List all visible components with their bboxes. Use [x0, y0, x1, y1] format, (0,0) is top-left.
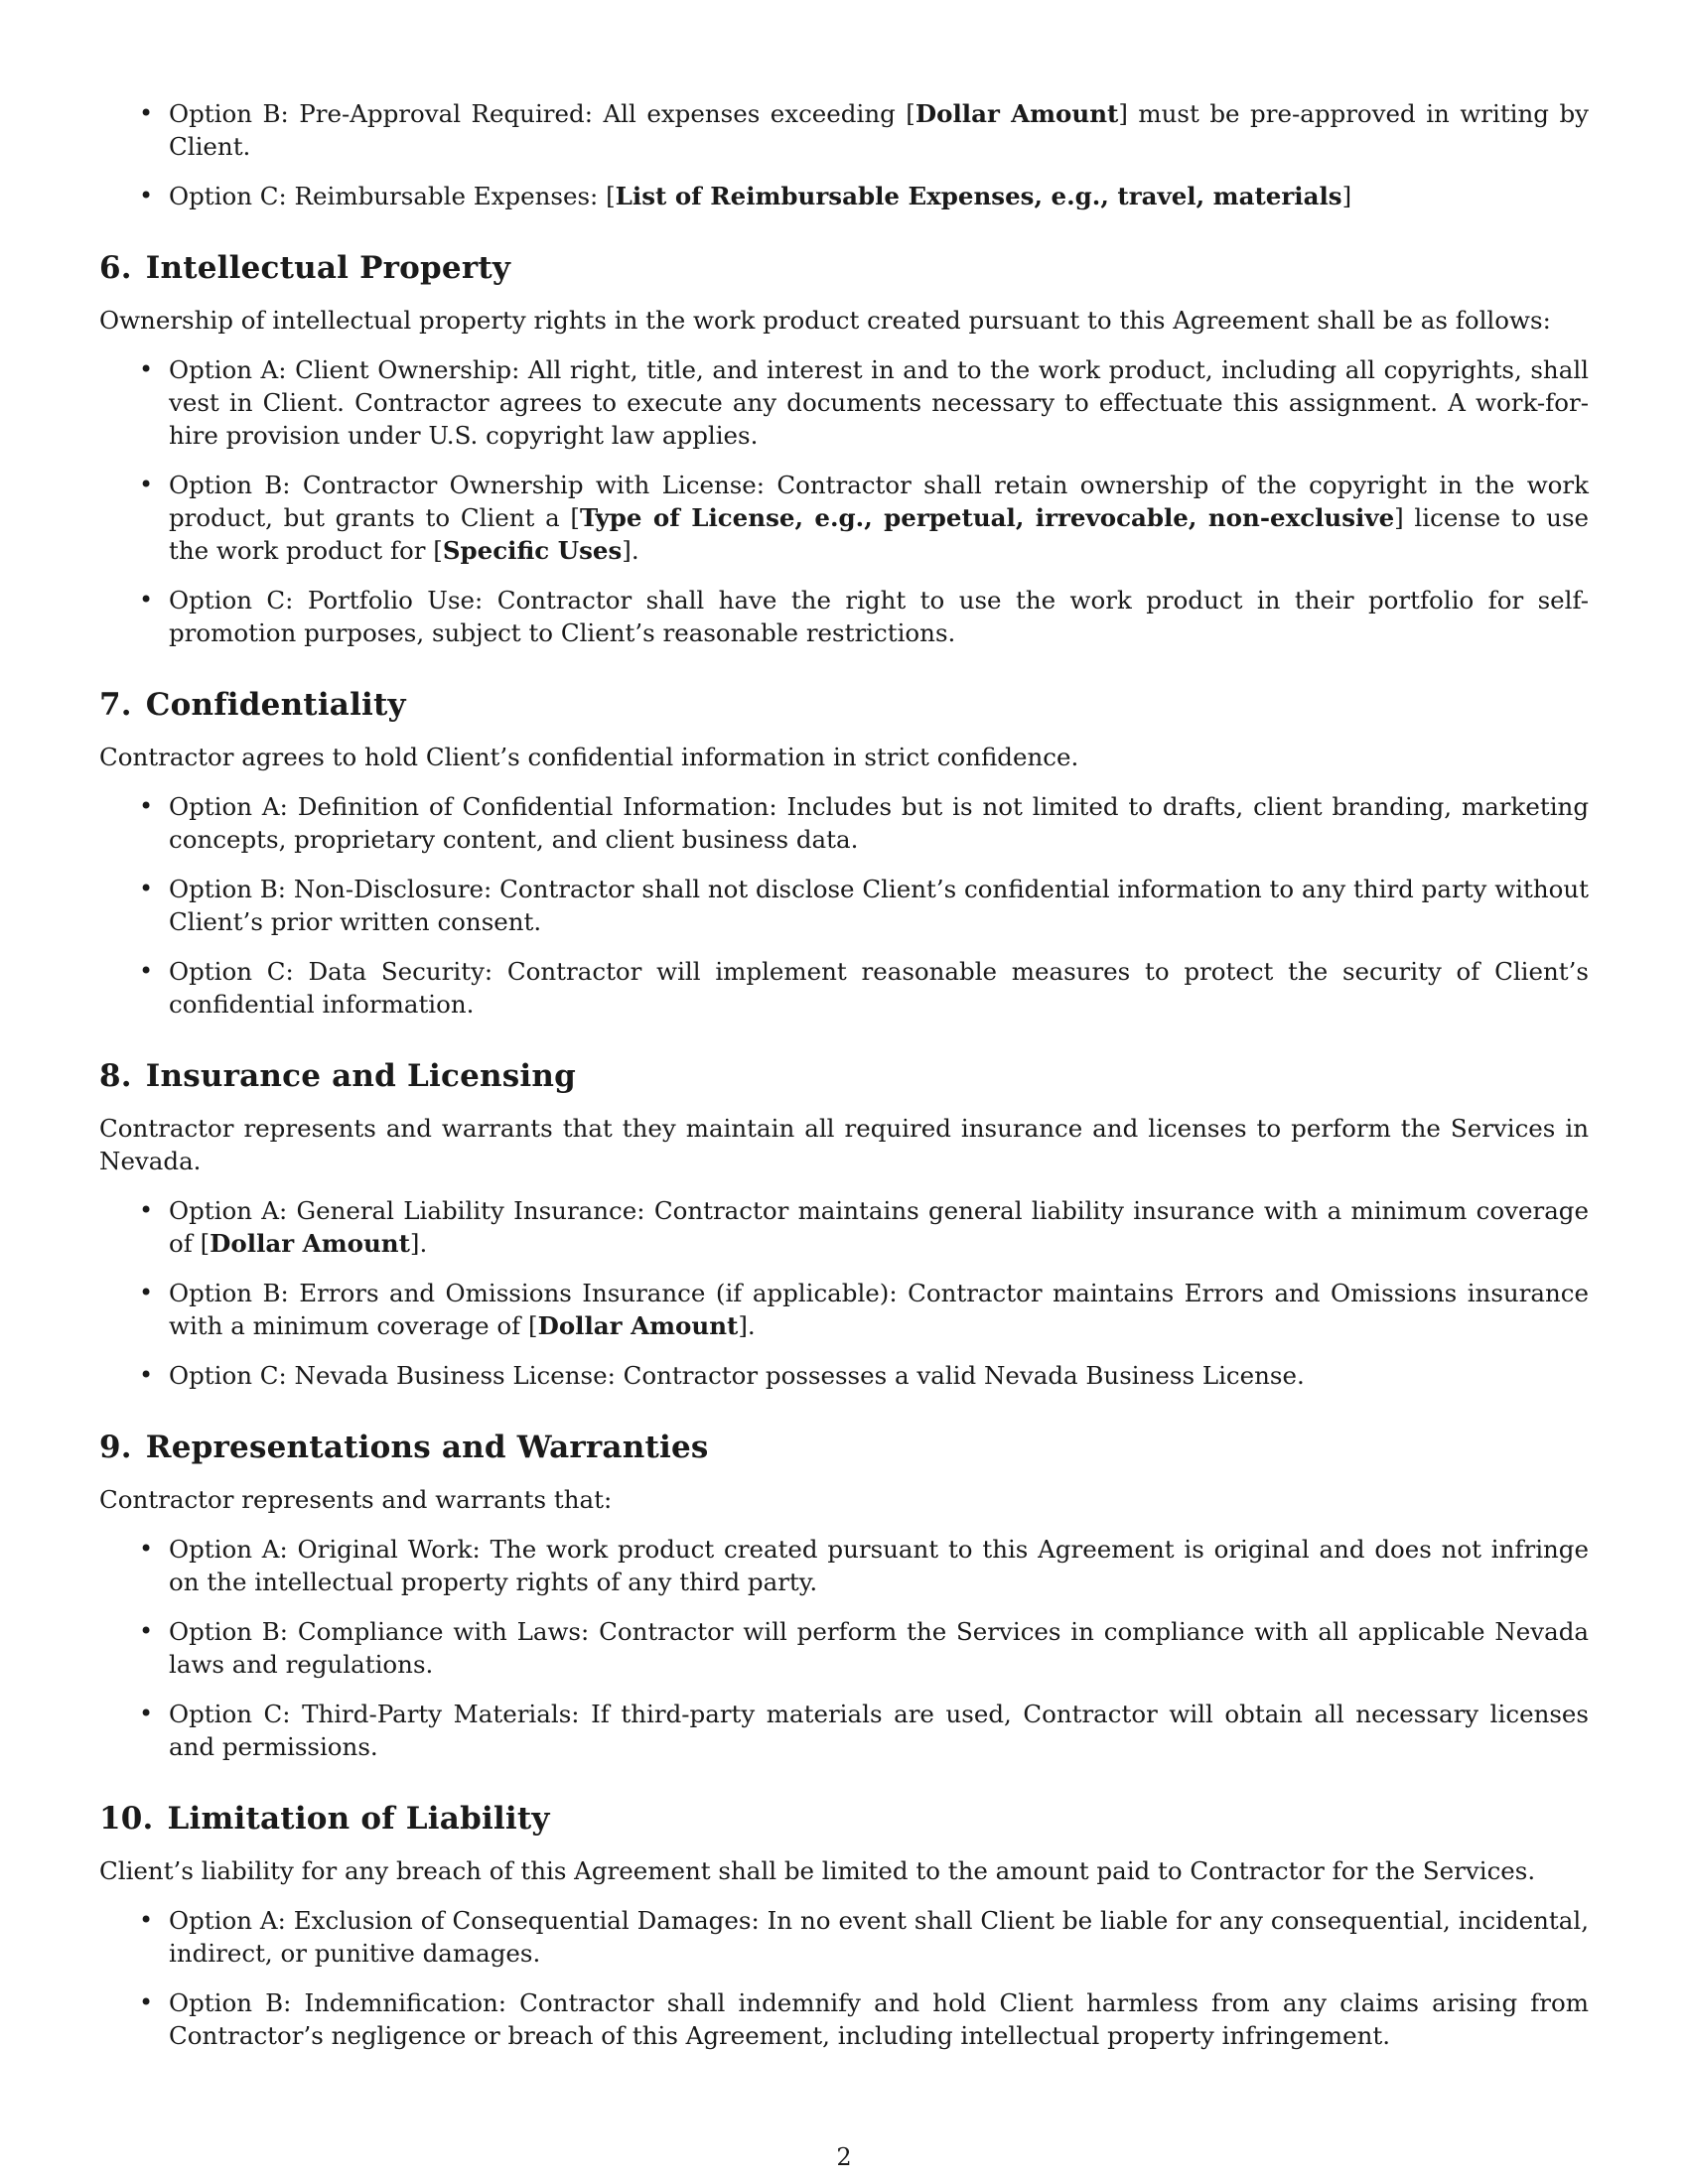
section-intro: Contractor agrees to hold Client’s confidential information in strict confidence. — [99, 743, 1079, 771]
placeholder-license-type: Type of License, e.g., perpetual, irrevocable, non-exclusive — [579, 503, 1395, 532]
option-b-errors-omissions — [99, 1277, 1589, 1342]
option-b-pre-approval — [99, 97, 1589, 163]
option-c-business-license: • Option C: Nevada Business License: Contractor possesses a valid Nevada Business License. — [99, 1359, 1589, 1392]
section-heading — [99, 1056, 1589, 1096]
option-label: Option C: Reimbursable Expenses: — [169, 182, 599, 210]
option-a-client-ownership: • Option A: Client Ownership: All right, title, and interest in and to the work product, including all copyrights, shall vest in Client. Contractor agrees to execute any documents necessary to effectuate this assignment. A work-for-hire provision under U.S. copyright law applies. — [99, 353, 1589, 452]
placeholder-dollar-amount: Dollar Amount — [210, 1229, 410, 1258]
section-title: Representations and Warranties — [145, 1430, 709, 1465]
section-heading — [99, 1428, 1589, 1467]
option-list — [99, 1194, 1589, 1392]
option-b-non-disclosure: • Option B: Non-Disclosure: Contractor shall not disclose Client’s confidential information to any third party without Client’s prior written consent. — [99, 873, 1589, 938]
section-representations-warranties — [99, 1428, 1589, 1763]
option-text: ]. — [738, 1311, 756, 1340]
option-label: Option B: Pre-Approval Required: — [169, 99, 593, 128]
page-number: 2 — [836, 2143, 852, 2171]
option-text: ]. — [622, 536, 639, 565]
section-intro: Contractor represents and warrants that: — [99, 1485, 613, 1514]
section-title: Limitation of Liability — [167, 1801, 550, 1837]
section-number: 8. — [99, 1058, 132, 1094]
section-intellectual-property — [99, 248, 1589, 649]
option-text: Option B: Contractor Ownership with License: Contractor shall retain ownership of the copyright in the work product, but grants to Client a [ — [169, 471, 1589, 532]
section-limitation-liability — [99, 1799, 1589, 2052]
section-intro: Ownership of intellectual property rights in the work product created pursuant to this Agreement shall be as follows: — [99, 306, 1551, 335]
option-text: ] must be pre-approved in writing by Client. — [169, 99, 1590, 161]
option-b-compliance: • Option B: Compliance with Laws: Contractor will perform the Services in compliance with all applicable Nevada laws and regulations. — [99, 1615, 1589, 1681]
option-c-third-party: • Option C: Third-Party Materials: If third-party materials are used, Contractor will obtain all necessary licenses and permissions. — [99, 1698, 1589, 1763]
section-intro: Contractor represents and warrants that they maintain all required insurance and licenses to perform the Services in Nevada. — [99, 1114, 1589, 1175]
section-5-continued — [99, 97, 1589, 212]
option-a-definition: • Option A: Definition of Confidential Information: Includes but is not limited to drafts, client branding, marketing concepts, proprietary content, and client business data. — [99, 790, 1589, 856]
option-a-general-liability — [99, 1194, 1589, 1260]
option-a-original-work: • Option A: Original Work: The work product created pursuant to this Agreement is original and does not infringe on the intellectual property rights of any third party. — [99, 1533, 1589, 1598]
option-list — [99, 353, 1589, 649]
section-number: 7. — [99, 687, 132, 723]
section-title: Intellectual Property — [145, 250, 511, 286]
section-title: Insurance and Licensing — [145, 1058, 576, 1094]
option-b-contractor-ownership — [99, 469, 1589, 567]
placeholder-expense-list: List of Reimbursable Expenses, e.g., travel, materials — [615, 182, 1342, 210]
section-heading — [99, 685, 1589, 725]
section-insurance-licensing — [99, 1056, 1589, 1392]
option-text: ] license to use the work product for [ — [169, 503, 1590, 565]
option-a-consequential-damages: • Option A: Exclusion of Consequential Damages: In no event shall Client be liable for any consequential, incidental, indirect, or punitive damages. — [99, 1904, 1589, 1970]
section-number: 9. — [99, 1430, 132, 1465]
option-text: ] — [1341, 182, 1352, 210]
section-title: Confidentiality — [145, 687, 406, 723]
option-c-data-security: • Option C: Data Security: Contractor will implement reasonable measures to protect the security of Client’s confidential information. — [99, 955, 1589, 1021]
section-heading — [99, 1799, 1589, 1839]
option-text: Option B: Errors and Omissions Insurance (if applicable): Contractor maintains Errors and Omissions insurance with a minimum coverage of [ — [169, 1279, 1589, 1340]
section-confidentiality — [99, 685, 1589, 1021]
option-list — [99, 1533, 1589, 1763]
option-text: ]. — [409, 1229, 428, 1258]
section-number: 6. — [99, 250, 132, 286]
option-text: Option A: General Liability Insurance: Contractor maintains general liability insurance with a minimum coverage of [ — [169, 1196, 1589, 1258]
section-number: 10. — [99, 1801, 154, 1837]
option-list — [99, 97, 1589, 212]
option-list — [99, 1904, 1589, 2052]
option-c-portfolio-use: • Option C: Portfolio Use: Contractor shall have the right to use the work product in their portfolio for self-promotion purposes, subject to Client’s reasonable restrictions. — [99, 584, 1589, 649]
section-intro: Client’s liability for any breach of this Agreement shall be limited to the amount paid to Contractor for the Services. — [99, 1856, 1536, 1885]
option-text: All expenses exceeding [ — [592, 99, 915, 128]
placeholder-dollar-amount: Dollar Amount — [914, 99, 1119, 128]
document-page — [99, 97, 1589, 2052]
placeholder-dollar-amount: Dollar Amount — [537, 1311, 739, 1340]
placeholder-specific-uses: Specific Uses — [442, 536, 623, 565]
option-b-indemnification: • Option B: Indemnification: Contractor shall indemnify and hold Client harmless from any claims arising from Contractor’s negligence or breach of this Agreement, including intellectual property infringement. — [99, 1986, 1589, 2052]
option-list — [99, 790, 1589, 1021]
option-text: [ — [598, 182, 616, 210]
option-c-reimbursable-expenses — [99, 180, 1589, 212]
section-heading — [99, 248, 1589, 288]
